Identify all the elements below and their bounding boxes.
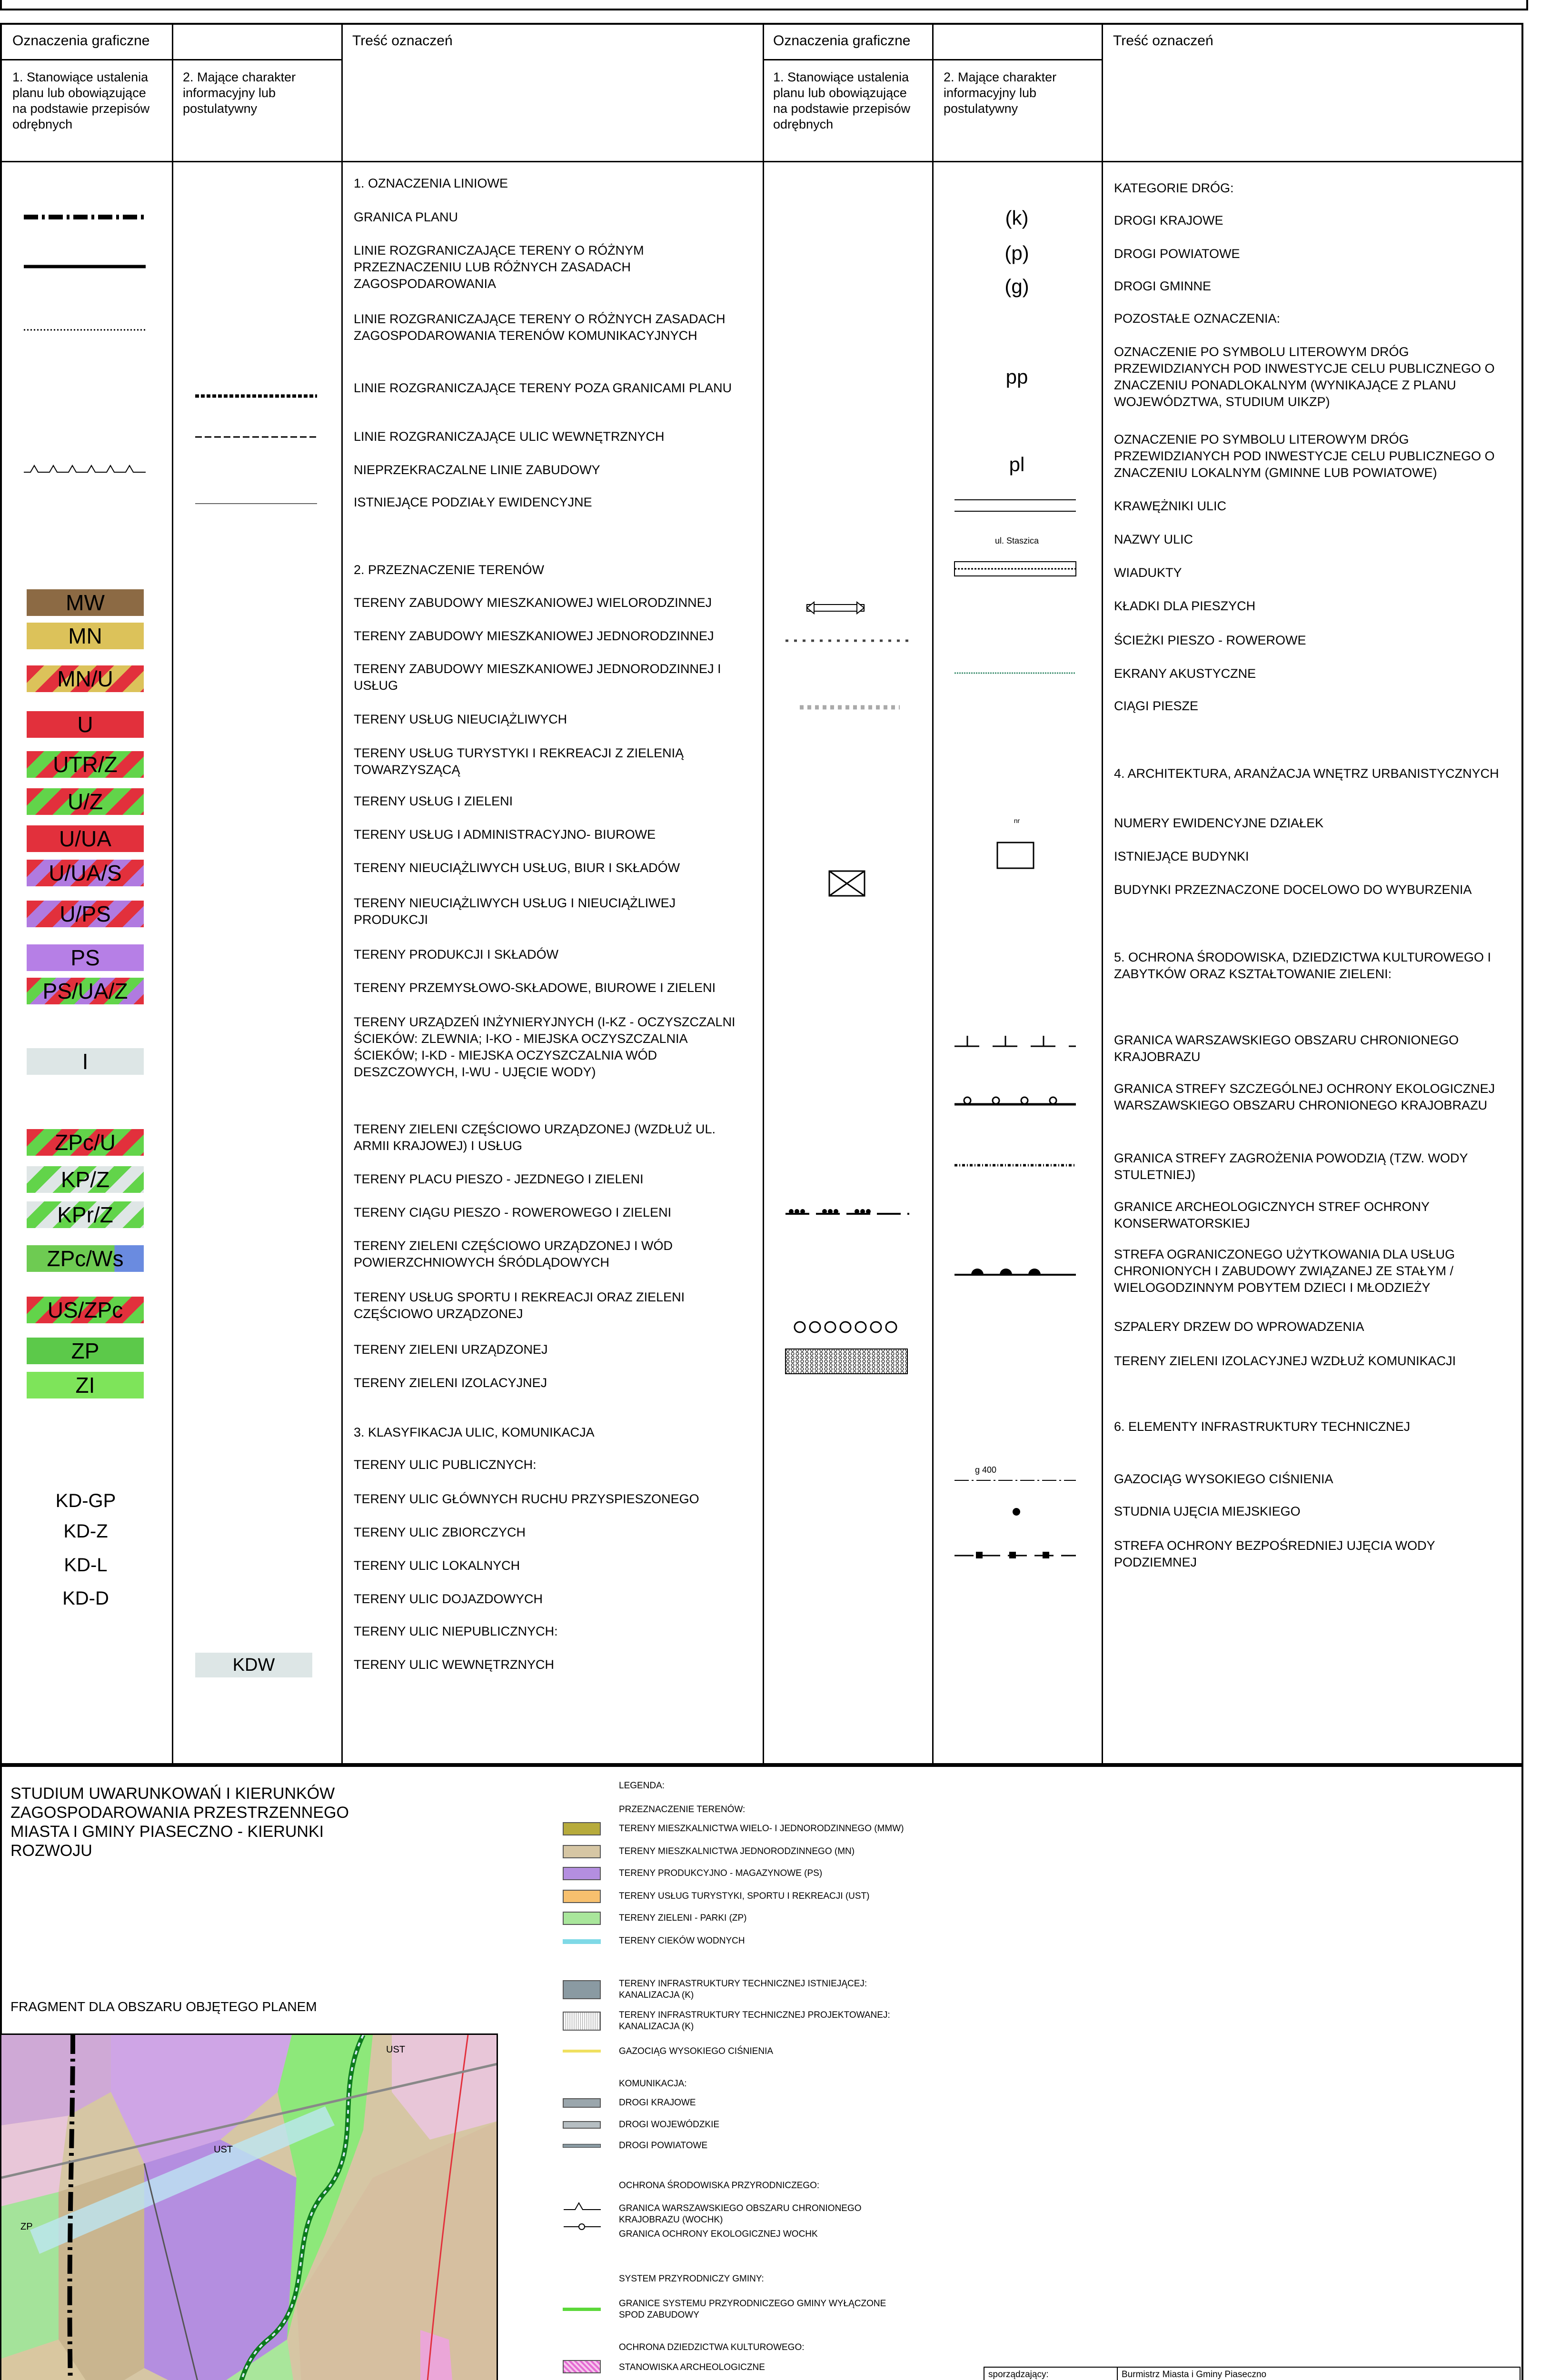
gas-pipeline-label: g 400 xyxy=(975,1465,997,1475)
symbols-right-col xyxy=(933,490,1100,1585)
left-header-col1: 1. Stanowiące ustalenia planu lub obowiązujące na podstawie przepisów odrębnych xyxy=(12,70,150,131)
legend-swatch xyxy=(563,2121,601,2129)
map-drawing xyxy=(1,2035,498,2380)
legend-text: STREFA OGRANICZONEGO UŻYTKOWANIA DLA USŁUG CHRONIONYCH I ZABUDOWY ZWIĄZANEJ ZE STAŁYM / WIELOGODZINNYM POBYTEM DZIECI I MŁODZIEŻY xyxy=(1114,1247,1455,1295)
section-heading: 3. KLASYFIKACJA ULIC, KOMUNIKACJA xyxy=(354,1425,595,1439)
road-symbol-pp: pp xyxy=(1005,366,1028,388)
section-heading: 4. ARCHITEKTURA, ARANŻACJA WNĘTRZ URBANISTYCZNYCH xyxy=(1114,766,1499,781)
left-header-content: Treść oznaczeń xyxy=(352,33,453,49)
study-legend-heading: OCHRONA DZIEDZICTWA KULTUROWEGO: xyxy=(619,2342,805,2352)
legend-swatch xyxy=(563,1912,601,1925)
study-legend-heading: OCHRONA ŚRODOWISKA PRZYRODNICZEGO: xyxy=(619,2181,820,2191)
existing-building-symbol xyxy=(997,843,1034,868)
study-legend-item: GRANICA OCHRONY EKOLOGICZNEJ WOCHK xyxy=(619,2229,818,2239)
section-heading: 6. ELEMENTY INFRASTRUKTURY TECHNICZNEJ xyxy=(1114,1419,1411,1434)
legend-text: ŚCIEŻKI PIESZO - ROWEROWE xyxy=(1114,633,1306,647)
legend-swatch xyxy=(563,2144,601,2148)
legend-text: TERENY URZĄDZEŃ INŻYNIERYJNYCH (I-KZ - OCZYSZCZALNI ŚCIEKÓW: ZLEWNIA; I-KO - MIEJSKA OCZYSZCZALNIA ŚCIEKÓW; I-KD - MIEJSKA OCZYSZCZALNIA WÓD DESZCZOWYCH, I-WU - UJĘCIE WODY) xyxy=(354,1015,736,1079)
legend-text: TERENY PLACU PIESZO - JEZDNEGO I ZIELENI xyxy=(354,1172,644,1186)
legend-text: TERENY NIEUCIĄŻLIWYCH USŁUG, BIUR I SKŁADÓW xyxy=(354,861,680,875)
legend-text: STUDNIA UJĘCIA MIEJSKIEGO xyxy=(1114,1504,1301,1518)
legend-text: GAZOCIĄG WYSOKIEGO CIŚNIENIA xyxy=(1114,1472,1333,1486)
legend-text: TERENY ZIELENI URZĄDZONEJ xyxy=(354,1342,548,1357)
legend-text: TERENY ULIC GŁÓWNYCH RUCHU PRZYSPIESZONEGO xyxy=(354,1492,699,1506)
legend-text: TERENY ULIC LOKALNYCH xyxy=(354,1558,520,1573)
legend-text: ISTNIEJĄCE PODZIAŁY EWIDENCYJNE xyxy=(354,495,592,509)
swatch-zi: ZI xyxy=(27,1372,144,1398)
map-label: UST xyxy=(386,2044,405,2055)
restricted-use-zone-symbol xyxy=(954,1269,1076,1275)
swatch-u-ua-s: U/UA/S xyxy=(27,860,144,886)
top-frame-strip xyxy=(0,0,1528,10)
legend-swatch xyxy=(563,2308,601,2311)
section-heading: 2. PRZEZNACZENIE TERENÓW xyxy=(354,563,545,577)
parcel-number-sample: nr xyxy=(1014,817,1020,824)
legend-text: TERENY ULIC NIEPUBLICZNYCH: xyxy=(354,1624,558,1638)
legend-text: TERENY CIĄGU PIESZO - ROWEROWEGO I ZIELENI xyxy=(354,1205,672,1220)
legend-swatch xyxy=(563,1845,601,1858)
legend-text: LINIE ROZGRANICZAJĄCE ULIC WEWNĘTRZNYCH xyxy=(354,429,665,444)
study-legend-item: TERENY ZIELENI - PARKI (ZP) xyxy=(619,1913,747,1923)
swatch-mn-u: MN/U xyxy=(27,665,144,692)
swatch-zp: ZP xyxy=(27,1338,144,1364)
demolition-building-symbol xyxy=(829,871,865,896)
line-symbols-left xyxy=(0,143,343,524)
swatch-utr-z: UTR/Z xyxy=(27,751,144,778)
study-legend-item: GRANICE SYSTEMU PRZYRODNICZEGO GMINY WYŁĄCZONE SPOD ZABUDOWY xyxy=(619,2299,886,2320)
study-legend-item: TERENY CIEKÓW WODNYCH xyxy=(619,1936,745,1946)
study-legend-item: TERENY MIESZKALNICTWA JEDNORODZINNEGO (MN) xyxy=(619,1846,855,1856)
legend-text: GRANICA STREFY SZCZEGÓLNEJ OCHRONY EKOLOGICZNEJ WARSZAWSKIEGO OBSZARU CHRONIONEGO KRAJOBRAZU xyxy=(1114,1081,1495,1112)
legend-text: NUMERY EWIDENCYJNE DZIAŁEK xyxy=(1114,816,1324,830)
legend-text: TERENY ZABUDOWY MIESZKANIOWEJ WIELORODZINNEJ xyxy=(354,595,712,610)
swatch-us-zpc: US/ZPc xyxy=(27,1297,144,1323)
road-symbol-pl: pl xyxy=(1009,453,1025,476)
title-block-value: Burmistrz Miasta i Gminy Piaseczno xyxy=(1117,2367,1520,2380)
legend-text: DROGI KRAJOWE xyxy=(1114,213,1223,228)
legend-text: WIADUKTY xyxy=(1114,565,1182,580)
swatch-u-z: U/Z xyxy=(27,788,144,815)
legend-text: KRAWĘŻNIKI ULIC xyxy=(1114,499,1227,513)
curb-symbol xyxy=(954,500,1076,511)
road-symbol-p: (p) xyxy=(1004,242,1029,264)
map-label: UST xyxy=(214,2144,233,2155)
legend-text: TERENY ZIELENI IZOLACYJNEJ WZDŁUŻ KOMUNIKACJI xyxy=(1114,1354,1456,1368)
legend-text: TERENY USŁUG I ZIELENI xyxy=(354,794,513,808)
viaduct-symbol xyxy=(954,562,1076,576)
legend-text: KATEGORIE DRÓG: xyxy=(1114,181,1234,195)
legend-swatch xyxy=(563,1822,601,1835)
legend-text: TERENY PRODUKCJI I SKŁADÓW xyxy=(354,947,559,962)
archaeology-zone-symbol xyxy=(785,1209,909,1214)
legend-text: TERENY ZIELENI CZĘŚCIOWO URZĄDZONEJ I WÓD POWIERZCHNIOWYCH ŚRÓDLĄDOWYCH xyxy=(354,1239,673,1269)
study-legend-title: LEGENDA: xyxy=(619,1781,665,1791)
road-code-kd-z: KD-Z xyxy=(63,1521,108,1542)
legend-text: CIĄGI PIESZE xyxy=(1114,699,1199,713)
swatch-ps-ua-z: PS/UA/Z xyxy=(27,978,144,1004)
legend-text: BUDYNKI PRZEZNACZONE DOCELOWO DO WYBURZENIA xyxy=(1114,883,1472,897)
road-symbol-g: (g) xyxy=(1004,275,1029,298)
legend-text: TERENY ZABUDOWY MIESZKANIOWEJ JEDNORODZINNEJ I USŁUG xyxy=(354,662,721,693)
swatch-u: U xyxy=(27,711,144,738)
legend-text: TERENY ULIC PUBLICZNYCH: xyxy=(354,1458,537,1472)
legend-text: TERENY USŁUG TURYSTYKI I REKREACJI Z ZIELENIĄ TOWARZYSZĄCĄ xyxy=(354,746,684,777)
legend-text: OZNACZENIE PO SYMBOLU LITEROWYM DRÓG PRZEWIDZIANYCH POD INWESTYCJE CELU PUBLICZNEGO O ZNACZENIU PONADLOKALNYM (WYNIKAJĄCE Z PLANU WOJEWÓDZTWA, STUDIUM UIKZP) xyxy=(1114,345,1495,409)
road-symbol-k: (k) xyxy=(1005,207,1029,229)
legend-swatch xyxy=(563,2098,601,2108)
legend-wochk-symbol xyxy=(562,2199,603,2232)
tree-row-symbol xyxy=(795,1322,896,1332)
ecological-zone-symbol xyxy=(954,1097,1076,1104)
legend-text: TERENY ULIC DOJAZDOWYCH xyxy=(354,1592,543,1606)
study-map-fragment xyxy=(0,2033,498,2380)
left-header-col2: 2. Mające charakter informacyjny lub postulatywny xyxy=(183,70,296,116)
legend-text: STREFA OCHRONY BEZPOŚREDNIEJ UJĘCIA WODY PODZIEMNEJ xyxy=(1114,1538,1435,1569)
legend-text: DROGI GMINNE xyxy=(1114,279,1212,293)
map-label: ZP xyxy=(20,2221,33,2232)
legend-swatch xyxy=(563,2360,601,2373)
legend-text: ISTNIEJĄCE BUDYNKI xyxy=(1114,849,1249,863)
legend-text: OZNACZENIE PO SYMBOLU LITEROWYM DRÓG PRZEWIDZIANYCH POD INWESTYCJE CELU PUBLICZNEGO O ZNACZENIU LOKALNYM (GMINNE LUB POWIATOWE) xyxy=(1114,432,1495,480)
right-header-content: Treść oznaczeń xyxy=(1113,33,1213,49)
study-title: STUDIUM UWARUNKOWAŃ I KIERUNKÓW ZAGOSPODAROWANIA PRZESTRZENNEGO MIASTA I GMINY PIASECZNO - KIERUNKI ROZWOJU xyxy=(10,1785,349,1860)
legend-text: TERENY USŁUG SPORTU I REKREACJI ORAZ ZIELENI CZĘŚCIOWO URZĄDZONEJ xyxy=(354,1290,685,1321)
swatch-u-ps: U/PS xyxy=(27,901,144,927)
swatch-mw: MW xyxy=(27,589,144,616)
study-legend-item: TERENY PRODUKCYJNO - MAGAZYNOWE (PS) xyxy=(619,1868,823,1878)
left-header-title: Oznaczenia graficzne xyxy=(12,33,150,49)
road-code-kd-gp: KD-GP xyxy=(55,1490,116,1511)
legend-text: LINIE ROZGRANICZAJĄCE TERENY POZA GRANICAMI PLANU xyxy=(354,381,732,395)
legend-text: TERENY ZIELENI IZOLACYJNEJ xyxy=(354,1376,547,1390)
wochk-boundary-symbol xyxy=(954,1036,1076,1046)
road-code-kdw: KDW xyxy=(195,1653,312,1677)
study-legend-item: TERENY USŁUG TURYSTYKI, SPORTU I REKREACJI (UST) xyxy=(619,1891,870,1901)
study-legend-item: DROGI POWIATOWE xyxy=(619,2141,708,2151)
study-legend-item: TERENY INFRASTRUKTURY TECHNICZNEJ ISTNIEJĄCEJ: KANALIZACJA (K) xyxy=(619,1979,867,2000)
section-heading: 5. OCHRONA ŚRODOWISKA, DZIEDZICTWA KULTUROWEGO I ZABYTKÓW ORAZ KSZTAŁTOWANIE ZIELENI: xyxy=(1114,950,1491,981)
symbols-mid-col xyxy=(762,571,933,1409)
legend-text: TERENY ULIC WEWNĘTRZNYCH xyxy=(354,1657,555,1672)
swatch-mn: MN xyxy=(27,623,144,649)
swatch-kp-z: KP/Z xyxy=(27,1166,144,1193)
legend-text: KŁADKI DLA PIESZYCH xyxy=(1114,599,1256,613)
right-header-col1: 1. Stanowiące ustalenia planu lub obowiązujące na podstawie przepisów odrębnych xyxy=(773,70,911,131)
legend-text: TERENY NIEUCIĄŻLIWYCH USŁUG I NIEUCIĄŻLIWEJ PRODUKCJI xyxy=(354,896,676,927)
title-block-row xyxy=(984,2367,1520,2380)
legend-text: NAZWY ULIC xyxy=(1114,532,1193,546)
legend-text: SZPALERY DRZEW DO WPROWADZENIA xyxy=(1114,1319,1364,1334)
legend-swatch xyxy=(563,2012,601,2031)
study-legend-item: DROGI KRAJOWE xyxy=(619,2098,696,2108)
legend-text: EKRANY AKUSTYCZNE xyxy=(1114,666,1256,681)
building-line-symbol xyxy=(24,466,146,472)
legend-text: GRANICA WARSZAWSKIEGO OBSZARU CHRONIONEGO KRAJOBRAZU xyxy=(1114,1033,1459,1064)
swatch-kpr-z: KPr/Z xyxy=(27,1201,144,1228)
right-header-title: Oznaczenia graficzne xyxy=(773,33,911,49)
legend-text: TERENY ULIC ZBIORCZYCH xyxy=(354,1525,526,1539)
swatch-ps: PS xyxy=(27,944,144,971)
isolation-green-symbol xyxy=(785,1349,907,1374)
well-symbol xyxy=(1013,1508,1020,1516)
title-block xyxy=(984,2367,1521,2380)
study-legend-heading: SYSTEM PRZYRODNICZY GMINY: xyxy=(619,2274,764,2284)
pedestrian-bridge-symbol xyxy=(807,602,864,614)
street-name-sample: ul. Staszica xyxy=(994,536,1039,545)
legend-text: TERENY USŁUG I ADMINISTRACYJNO- BIUROWE xyxy=(354,827,656,842)
water-protection-symbol xyxy=(954,1552,1076,1558)
legend-text: GRANICA PLANU xyxy=(354,210,458,224)
title-block-key: sporządzający: xyxy=(984,2367,1117,2380)
study-legend-item: DROGI WOJEWÓDZKIE xyxy=(619,2120,720,2130)
legend-text: NIEPRZEKRACZALNE LINIE ZABUDOWY xyxy=(354,463,600,477)
legend-swatch xyxy=(563,1939,601,1944)
legend-text: GRANICA STREFY ZAGROŻENIA POWODZIĄ (TZW. WODY STULETNIEJ) xyxy=(1114,1151,1468,1182)
legend-text: TERENY ZIELENI CZĘŚCIOWO URZĄDZONEJ (WZDŁUŻ UL. ARMII KRAJOWEJ) I USŁUG xyxy=(354,1122,716,1153)
swatch-zpc-ws: ZPc/Ws xyxy=(27,1245,144,1272)
swatch-i: I xyxy=(27,1048,144,1075)
legend-swatch xyxy=(563,2050,601,2053)
legend-text: TERENY USŁUG NIEUCIĄŻLIWYCH xyxy=(354,712,567,726)
fragment-caption: FRAGMENT DLA OBSZARU OBJĘTEGO PLANEM xyxy=(10,1999,317,2014)
legend-text: GRANICE ARCHEOLOGICZNYCH STREF OCHRONY KONSERWATORSKIEJ xyxy=(1114,1200,1430,1230)
swatch-zpc-u: ZPc/U xyxy=(27,1129,144,1156)
road-code-kd-l: KD-L xyxy=(64,1555,108,1576)
section-heading: 1. OZNACZENIA LINIOWE xyxy=(354,176,508,190)
legend-text: DROGI POWIATOWE xyxy=(1114,247,1240,261)
road-code-kd-d: KD-D xyxy=(62,1588,109,1609)
study-legend-item: TERENY INFRASTRUKTURY TECHNICZNEJ PROJEKTOWANEJ: KANALIZACJA (K) xyxy=(619,2010,890,2032)
legend-swatch xyxy=(563,1890,601,1903)
study-legend-item: GRANICA WARSZAWSKIEGO OBSZARU CHRONIONEGO KRAJOBRAZU (WOCHK) xyxy=(619,2203,862,2225)
legend-text: LINIE ROZGRANICZAJĄCE TERENY O RÓŻNYM PRZEZNACZENIU LUB RÓŻNYCH ZASADACH ZAGOSPODAROWANIA xyxy=(354,243,644,291)
study-legend-item: GAZOCIĄG WYSOKIEGO CIŚNIENIA xyxy=(619,2046,774,2056)
study-legend-item: STANOWISKA ARCHEOLOGICZNE xyxy=(619,2362,765,2372)
swatch-u-ua: U/UA xyxy=(27,825,144,852)
study-legend-heading: PRZEZNACZENIE TERENÓW: xyxy=(619,1805,746,1815)
legend-text: LINIE ROZGRANICZAJĄCE TERENY O RÓŻNYCH ZASADACH ZAGOSPODAROWANIA TERENÓW KOMUNIKACYJNYCH xyxy=(354,312,726,343)
legend-swatch xyxy=(563,1980,601,1999)
study-legend-heading: KOMUNIKACJA: xyxy=(619,2079,687,2089)
legend-text: TERENY PRZEMYSŁOWO-SKŁADOWE, BIUROWE I ZIELENI xyxy=(354,981,716,995)
legend-text: TERENY ZABUDOWY MIESZKANIOWEJ JEDNORODZINNEJ xyxy=(354,629,714,643)
legend-swatch xyxy=(563,1867,601,1880)
right-header-col2: 2. Mające charakter informacyjny lub postulatywny xyxy=(944,70,1057,116)
legend-text: POZOSTAŁE OZNACZENIA: xyxy=(1114,311,1281,326)
study-legend-item: TERENY MIESZKALNICTWA WIELO- I JEDNORODZINNEGO (MMW) xyxy=(619,1824,904,1834)
